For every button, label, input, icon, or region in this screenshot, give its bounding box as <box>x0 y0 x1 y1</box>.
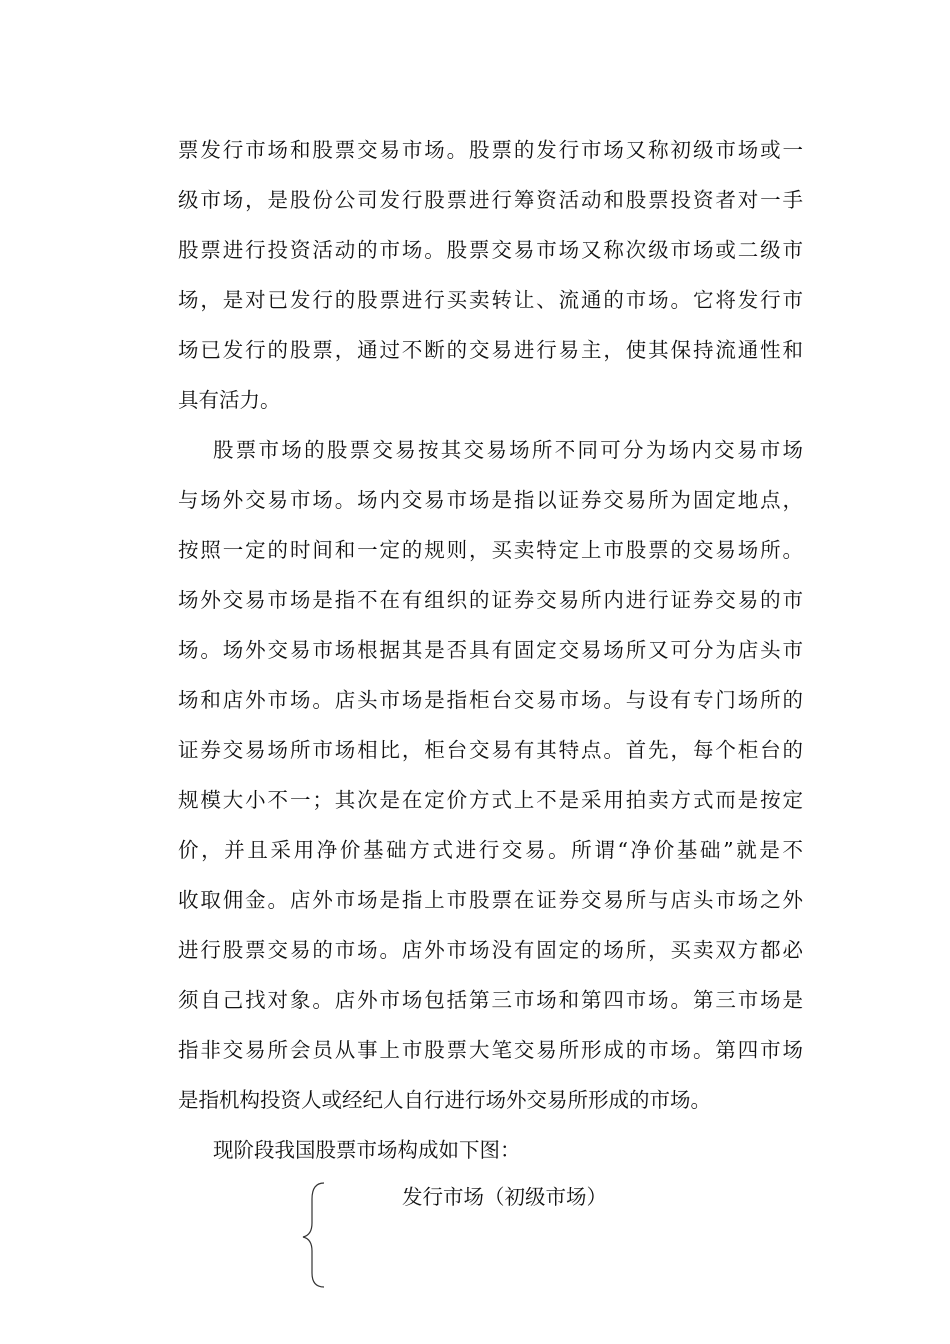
left-brace <box>300 1175 340 1295</box>
text-line: 按照一定的时间和一定的规则，买卖特定上市股票的交易场所。 <box>178 538 803 562</box>
text-line: 票发行市场和股票交易市场。股票的发行市场又称初级市场或一 <box>178 138 803 162</box>
text-line: 是指机构投资人或经纪人自行进行场外交易所形成的市场。 <box>178 1088 711 1112</box>
text-line: 股票市场的股票交易按其交易场所不同可分为场内交易市场 <box>213 438 803 462</box>
diagram-node-primary-market: 发行市场（初级市场） <box>402 1185 607 1209</box>
text-line: 场已发行的股票，通过不断的交易进行易主，使其保持流通性和 <box>178 338 803 362</box>
text-line: 收取佣金。店外市场是指上市股票在证券交易所与店头市场之外 <box>178 888 803 912</box>
text-line: 具有活力。 <box>178 388 281 412</box>
text-line: 场外交易市场是指不在有组织的证券交易所内进行证券交易的市 <box>178 588 803 612</box>
body-text <box>178 125 803 1175</box>
text-line: 与场外交易市场。场内交易市场是指以证券交易所为固定地点， <box>178 488 803 512</box>
text-line: 规模大小不一；其次是在定价方式上不是采用拍卖方式而是按定 <box>178 788 803 812</box>
text-line: 指非交易所会员从事上市股票大笔交易所形成的市场。第四市场 <box>178 1038 803 1062</box>
text-line: 价，并且采用净价基础方式进行交易。所谓“净价基础”就是不 <box>178 838 803 862</box>
text-line: 场，是对已发行的股票进行买卖转让、流通的市场。它将发行市 <box>178 288 803 312</box>
text-line: 场和店外市场。店头市场是指柜台交易市场。与设有专门场所的 <box>178 688 803 712</box>
text-line: 进行股票交易的市场。店外市场没有固定的场所，买卖双方都必 <box>178 938 803 962</box>
text-line: 须自己找对象。店外市场包括第三市场和第四市场。第三市场是 <box>178 988 803 1012</box>
text-line: 股票进行投资活动的市场。股票交易市场又称次级市场或二级市 <box>178 238 803 262</box>
text-line: 场。场外交易市场根据其是否具有固定交易场所又可分为店头市 <box>178 638 803 662</box>
text-line: 现阶段我国股票市场构成如下图： <box>213 1138 521 1162</box>
market-structure-diagram <box>300 1175 700 1295</box>
text-line: 证券交易场所市场相比，柜台交易有其特点。首先，每个柜台的 <box>178 738 803 762</box>
text-line: 级市场，是股份公司发行股票进行筹资活动和股票投资者对一手 <box>178 188 803 212</box>
